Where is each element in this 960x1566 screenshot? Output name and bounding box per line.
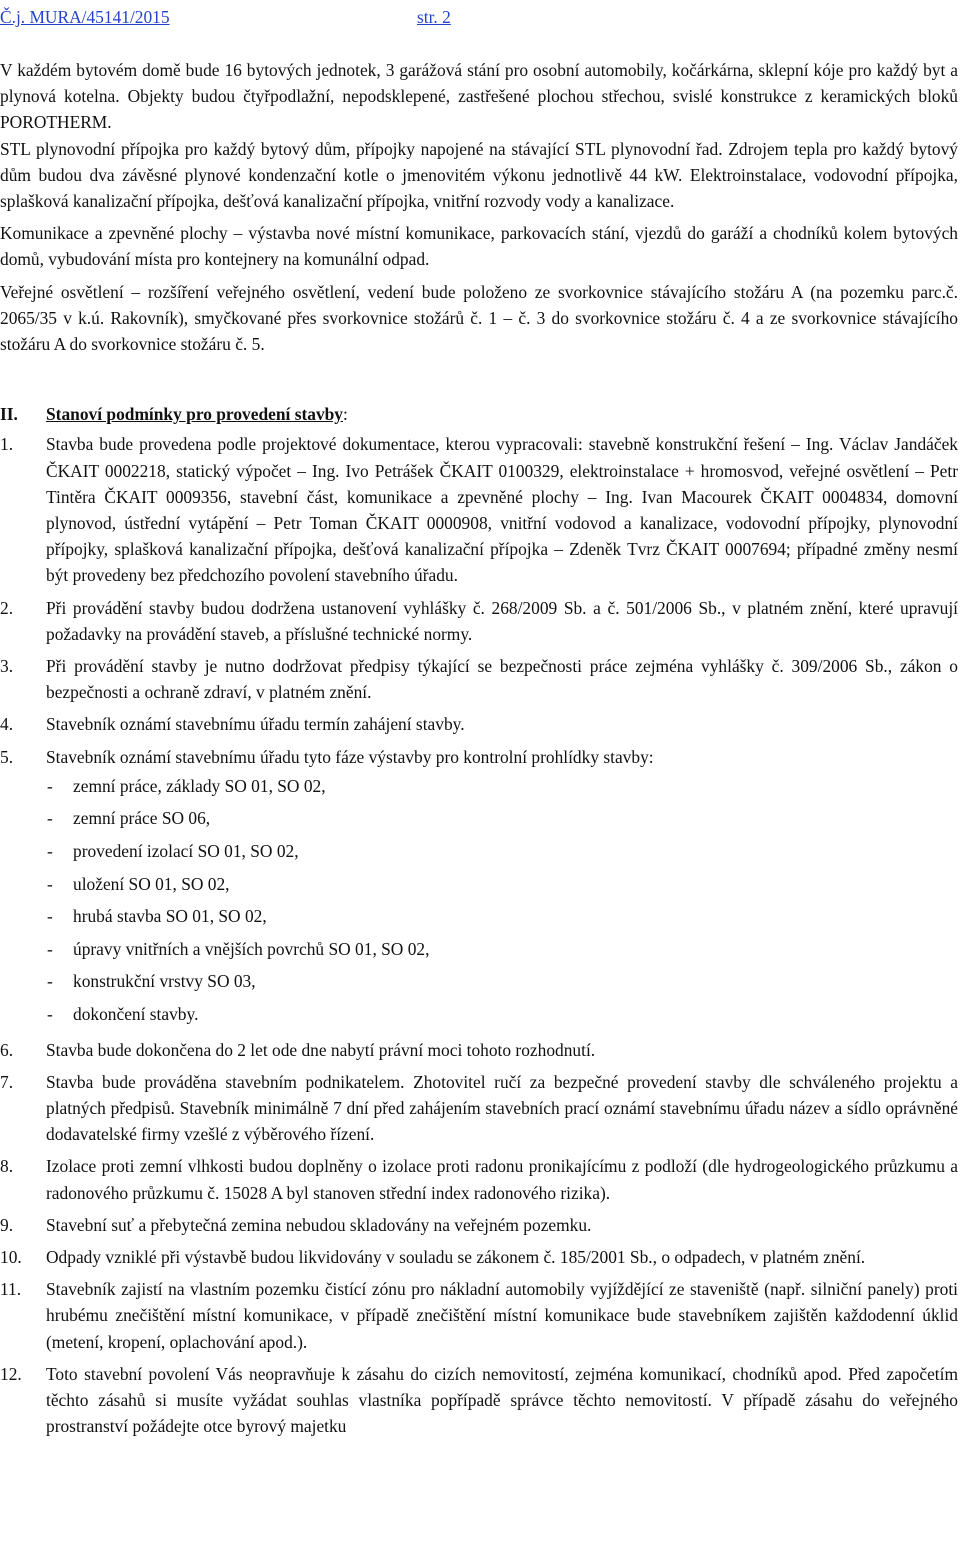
condition-text: Stavba bude provedena podle projektové dokumentace, kterou vypracovali: stavebně konstrukční řešení – Ing. Václav Jandáček ČKAIT 0002218, statický výpočet – Ing. Ivo Petrášek ČKAIT 0100329, elektroinstalace + hromosvod, veřejné osvětlení – Petr Tintěra ČKAIT 0009356, stavební část, komunikace a zpevněné plochy – Ing. Ivan Macourek ČKAIT 0004834, domovní plynovod, ústřední vytápění – Petr Toman ČKAIT 0000908, vnitřní vodovod a kanalizace, vodovodní přípojky, plynovodní přípojky, splašková kanalizační přípojka, dešťová kanalizační přípojka – Zdeněk Tvrz ČKAIT 0007694; případné změny nesmí být provedeny bez předchozího povolení stavebního úřadu. [46,434,958,586]
phase-item [47,900,958,933]
phase-item [47,868,958,901]
phase-item [47,998,958,1031]
phase-item [47,933,958,966]
condition-item-11 [0,1276,958,1355]
condition-item-4 [0,711,958,737]
condition-item-6 [0,1037,958,1063]
condition-item-3 [0,653,958,705]
phase-text: provedení izolací SO 01, SO 02, [73,841,299,862]
phase-text: hrubá stavba SO 01, SO 02, [73,906,267,927]
condition-text: Při provádění stavby budou dodržena ustanovení vyhlášky č. 268/2009 Sb. a č. 501/2006 Sb., v platném znění, které upravují požadavky na provádění staveb, a příslušné technické normy. [46,597,958,644]
condition-number: 10. [0,1247,22,1268]
condition-text: Stavební suť a přebytečná zemina nebudou skladovány na veřejném pozemku. [46,1214,592,1235]
condition-item-12 [0,1361,958,1440]
section-colon: : [343,404,348,425]
phase-item [47,802,958,835]
condition-number: 4. [0,714,14,735]
condition-item-7 [0,1069,958,1148]
condition-number: 2. [0,597,14,618]
phase-dash: - [47,906,53,927]
condition-5-text: Stavebník oznámí stavebnímu úřadu tyto fáze výstavby pro kontrolní prohlídky stavby: [46,746,654,767]
condition-item-5 [0,744,958,1031]
phase-dash: - [47,971,53,992]
condition-number: 12. [0,1363,22,1384]
inspection-phases-list [46,770,958,1031]
reference-number: Č.j. MURA/45141/2015 [0,7,170,27]
condition-number: 5. [0,746,14,767]
phase-item [47,965,958,998]
condition-number: 8. [0,1156,14,1177]
condition-text: Toto stavební povolení Vás neopravňuje k zásahu do cizích nemovitostí, zejména komunikací, chodníků apod. Před započetím těchto zásahů si musíte vyžádat souhlas vlastníka popřípadě správce těchto nemovitostí. V případě zásahu do veřejného prostranství požádejte otce byrový majetku [46,1363,958,1437]
condition-number: 7. [0,1071,14,1092]
condition-number: 3. [0,656,14,677]
intro-paragraph-1: V každém bytovém domě bude 16 bytových jednotek, 3 garážová stání pro osobní automobily, kočárkárna, sklepní kóje pro každý byt a plynová kotelna. Objekty budou čtyřpodlažní, nepodsklepené, zastřešené plochou střechou, svislé konstrukce z keramických bloků POROTHERM. [0,60,958,133]
condition-item-9 [0,1212,958,1238]
conditions-list [0,431,958,1439]
section-title: Stanoví podmínky pro provedení stavby [46,404,344,425]
condition-text: Stavebník zajistí na vlastním pozemku čistící zónu pro nákladní automobily vyjíždějící ze staveniště (např. silniční panely) proti hrubému znečištění místní komunikace, v případě znečištění místní komunikace bude stavebníkem zajištěn každodenní úklid (metení, kropení, oplachování apod.). [46,1279,958,1352]
condition-number: 1. [0,434,14,455]
intro-paragraph-2: STL plynovodní přípojka pro každý bytový dům, přípojky napojené na stávající STL plynovodní řad. Zdrojem tepla pro každý bytový dům budou dva závěsné plynové kondenzační kotle o jmenovitém výkonu jednotlivě 44 kW. Elektroinstalace, vodovodní přípojka, splašková kanalizační přípojka, dešťová kanalizační přípojka, vnitřní rozvody vody a kanalizace. [0,138,958,212]
phase-dash: - [47,938,53,959]
page-number: str. 2 [417,7,451,27]
phase-text: dokončení stavby. [73,1004,199,1025]
section-number: II. [0,404,18,425]
page-header [0,4,960,26]
phase-text: úpravy vnitřních a vnějších povrchů SO 01, SO 02, [73,938,430,959]
condition-number: 9. [0,1214,14,1235]
phase-item [47,770,958,803]
condition-item-8 [0,1153,958,1205]
intro-paragraph-4: Veřejné osvětlení – rozšíření veřejného osvětlení, vedení bude položeno ze svorkovnice stávajícího stožáru A (na pozemku parc.č. 2065/35 v k.ú. Rakovník), smyčkované přes svorkovnice stožárů č. 1 – č. 3 do svorkovnice stožáru č. 4 a ze svorkovnice stávajícího stožáru A do svorkovnice stožáru č. 5. [0,281,958,355]
condition-text: Stavba bude prováděna stavebním podnikatelem. Zhotovitel ručí za bezpečné provedení stavby dle schváleného projektu a platných předpisů. Stavebník minimálně 7 dní před zahájením stavebních prací oznámí stavebnímu úřadu název a sídlo oprávněné dodavatelské firmy vzešlé z výběrového řízení. [46,1071,958,1145]
phase-item [47,835,958,868]
condition-text: Stavebník oznámí stavebnímu úřadu termín zahájení stavby. [46,714,465,735]
phase-dash: - [47,873,53,894]
phase-dash: - [47,1004,53,1025]
condition-number: 6. [0,1039,14,1060]
document-body [0,57,958,1439]
condition-text: Při provádění stavby je nutno dodržovat předpisy týkající se bezpečnosti práce zejména vyhlášky č. 309/2006 Sb., zákon o bezpečnosti a ochraně zdraví, v platném znění. [46,656,958,703]
condition-item-1 [0,431,958,588]
condition-number: 11. [0,1279,22,1300]
phase-dash: - [47,775,53,796]
section-heading [0,401,958,427]
condition-text [46,744,958,1031]
intro-paragraph-3: Komunikace a zpevněné plochy – výstavba nové místní komunikace, parkovacích stání, vjezdů do garáží a chodníků kolem bytových domů, vybudování místa pro kontejnery na komunální odpad. [0,223,958,270]
condition-text: Izolace proti zemní vlhkosti budou doplněny o izolace proti radonu pronikajícímu z podloží (dle hydrogeologického průzkumu a radonového průzkumu č. 15028 A byl stanoven střední index radonového rizika). [46,1156,958,1203]
phase-text: uložení SO 01, SO 02, [73,873,230,894]
condition-item-2 [0,595,958,647]
phase-text: zemní práce SO 06, [73,808,211,829]
phase-dash: - [47,841,53,862]
condition-text: Odpady vzniklé při výstavbě budou likvidovány v souladu se zákonem č. 185/2001 Sb., o odpadech, v platném znění. [46,1247,866,1268]
phase-dash: - [47,808,53,829]
condition-text: Stavba bude dokončena do 2 let ode dne nabytí právní moci tohoto rozhodnutí. [46,1039,596,1060]
condition-item-10 [0,1244,958,1270]
phase-text: konstrukční vrstvy SO 03, [73,971,256,992]
phase-text: zemní práce, základy SO 01, SO 02, [73,775,326,796]
